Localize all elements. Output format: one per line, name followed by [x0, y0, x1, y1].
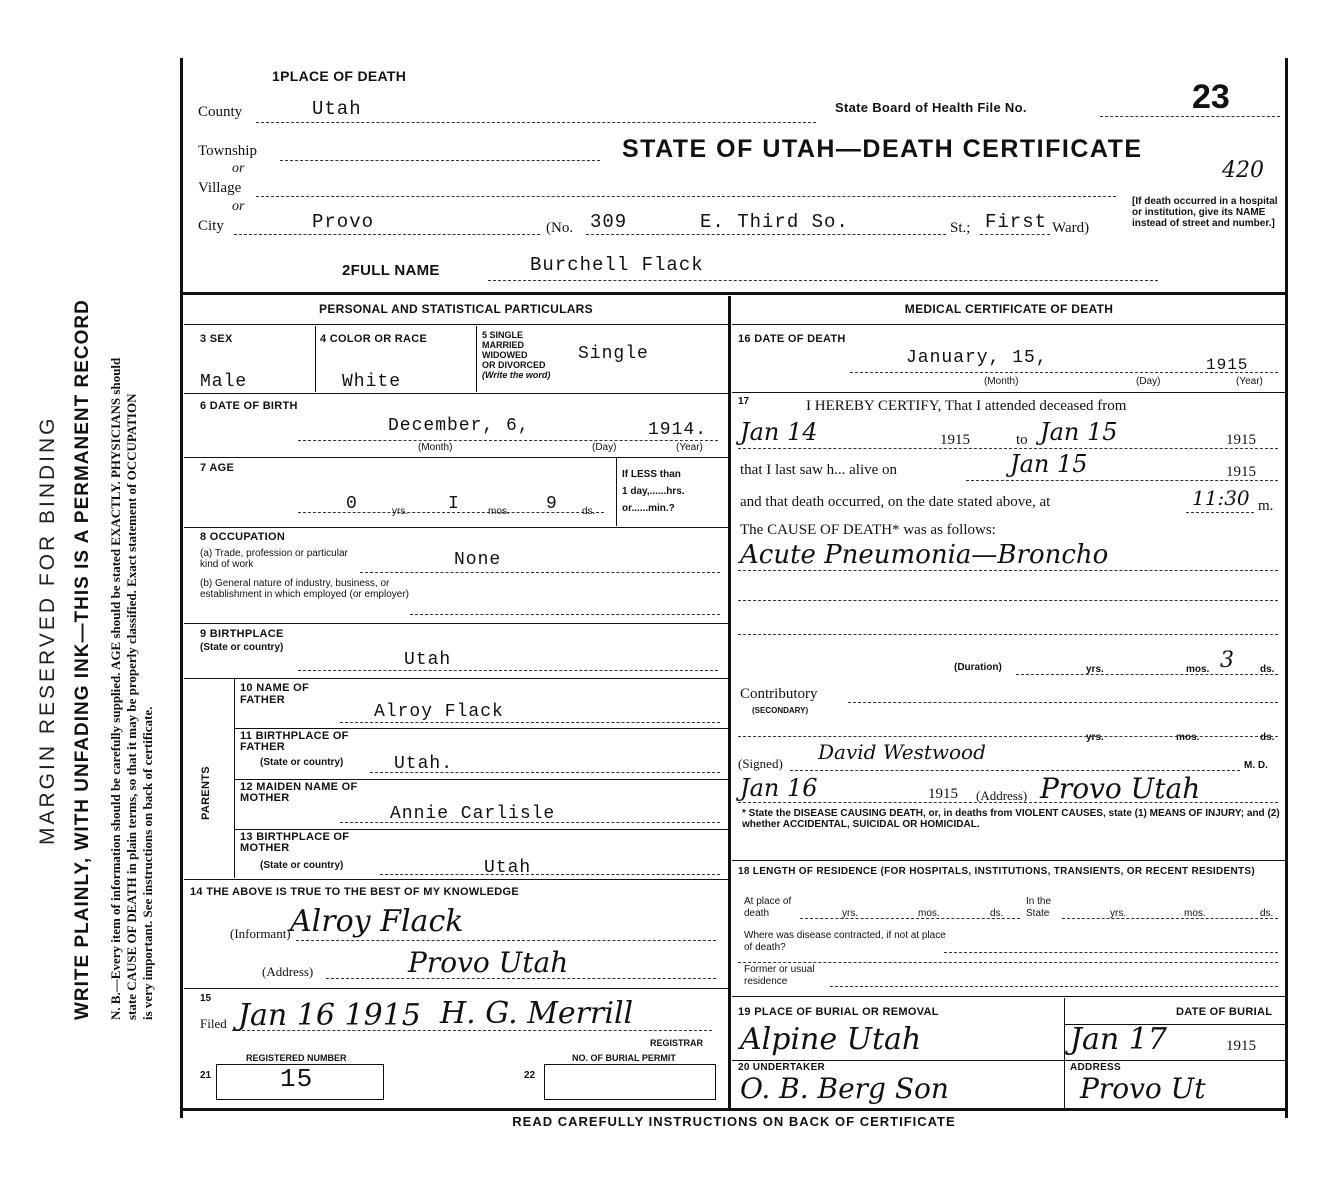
state-yrs-unit: yrs.: [1110, 908, 1127, 919]
sex-label: 3 SEX: [200, 333, 233, 345]
age-ds-unit: ds.: [582, 506, 596, 517]
dod-label: 16 DATE OF DEATH: [738, 333, 846, 345]
full-name-label: 2FULL NAME: [342, 262, 440, 279]
dob-month-caption: (Month): [418, 442, 453, 453]
field-21: 21: [200, 1070, 212, 1081]
full-name-value: Burchell Flack: [530, 254, 704, 276]
residence-ds-unit: ds.: [990, 908, 1004, 919]
state-mos-unit: mos.: [1184, 908, 1206, 919]
marital-label: 5 SINGLE MARRIED WIDOWED OR DIVORCED (Write the word): [482, 330, 551, 380]
certify-number: 17: [738, 396, 750, 407]
residence-label: 18 LENGTH OF RESIDENCE (FOR HOSPITALS, INSTITUTIONS, TRANSIENTS, OR RECENT RESIDENTS): [738, 866, 1256, 877]
st-label: St.;: [950, 220, 971, 236]
margin-note-3: is very important. See instructions on back of certificate.: [140, 706, 155, 1020]
personal-section-title: PERSONAL AND STATISTICAL PARTICULARS: [319, 302, 593, 316]
true-statement-label: 14 THE ABOVE IS TRUE TO THE BEST OF MY KNOWLEDGE: [190, 886, 519, 898]
dod-value: January, 15,: [906, 348, 1048, 368]
father-birthplace-value: Utah.: [394, 754, 454, 774]
duration-ds-unit: ds.: [1260, 664, 1275, 675]
dod-year: 1915: [1206, 356, 1249, 374]
attended-from: Jan 14: [740, 418, 818, 446]
sex-value: Male: [200, 372, 248, 392]
dod-month-caption: (Month): [984, 376, 1019, 387]
header-divider: [180, 292, 1288, 295]
burial-year: 1915: [1226, 1038, 1256, 1054]
filed-label: Filed: [200, 1016, 227, 1031]
last-saw-date: Jan 15: [1010, 450, 1088, 478]
burial-date-value: Jan 17: [1070, 1022, 1167, 1057]
signed-date: Jan 16: [740, 774, 818, 802]
county-label: County: [198, 104, 243, 120]
burial-date-label: DATE OF BURIAL: [1176, 1006, 1273, 1018]
last-saw-label: that I last saw h... alive on: [740, 462, 898, 478]
dob-year-caption: (Year): [676, 442, 703, 453]
marital-value: Single: [578, 344, 649, 364]
attended-from-year: 1915: [940, 432, 970, 448]
race-label: 4 COLOR OR RACE: [320, 333, 428, 345]
mother-label: 12 MAIDEN NAME OF MOTHER: [240, 781, 358, 804]
dob-day-caption: (Day): [592, 442, 617, 453]
dob-label: 6 DATE OF BIRTH: [200, 400, 298, 412]
informant-address-label: (Address): [262, 964, 314, 979]
place-of-death-label: 1PLACE OF DEATH: [272, 68, 407, 84]
duration-months: 3: [1220, 648, 1234, 673]
occupation-a-label: (a) Trade, profession or particular kind of work: [200, 548, 348, 570]
physician-signature: David Westwood: [818, 740, 986, 764]
filed-date: Jan 16 1915: [238, 998, 421, 1033]
registered-number-value: 15: [280, 1064, 314, 1094]
margin-note-1: N. B.—Every item of information should be carefully supplied. AGE should be stated EXACTLY. PHYSICIANS should: [108, 357, 123, 1020]
less-than-note: If LESS than 1 day,......hrs. or......min.?: [622, 469, 685, 514]
dod-day-caption: (Day): [1136, 376, 1161, 387]
burial-place-value: Alpine Utah: [740, 1022, 922, 1057]
occupation-label: 8 OCCUPATION: [200, 531, 286, 543]
death-occurred-label: and that death occurred, on the date stated above, at: [740, 494, 1051, 510]
age-days: 9: [546, 494, 558, 514]
no-label: (No.: [546, 220, 574, 236]
medical-section-title: MEDICAL CERTIFICATE OF DEATH: [904, 302, 1114, 316]
mother-birthplace-label: 13 BIRTHPLACE OF MOTHER: [240, 831, 350, 854]
attended-to: Jan 15: [1040, 418, 1118, 446]
informant-signature: Alroy Flack: [290, 904, 464, 939]
filed-number: 15: [200, 993, 212, 1004]
cause-footnote: * State the DISEASE CAUSING DEATH, or, in deaths from VIOLENT CAUSES, state (1) MEANS OF INJURY; and (2) whether ACCIDENTAL, SUICIDAL OR HOMICIDAL.: [742, 808, 1280, 830]
undertaker-address-value: Provo Ut: [1080, 1072, 1206, 1105]
certify-text: I HEREBY CERTIFY, That I attended deceased from: [806, 398, 1127, 414]
burial-place-label: 19 PLACE OF BURIAL OR REMOVAL: [738, 1006, 939, 1018]
margin-note-2: state CAUSE OF DEATH in plain terms, so that it may be properly classified. Exact statement of OCCUPATION: [124, 393, 139, 1020]
mother-bp-caption: (State or country): [260, 860, 344, 871]
dod-year-caption: (Year): [1236, 376, 1263, 387]
to-label: to: [1016, 432, 1028, 448]
age-months: I: [448, 494, 460, 514]
dob-value: December, 6,: [388, 416, 530, 436]
city-value: Provo: [312, 211, 375, 233]
last-saw-year: 1915: [1226, 464, 1256, 480]
birthplace-caption: (State or country): [200, 642, 284, 653]
residence-yrs-unit: yrs.: [842, 908, 859, 919]
file-no-value: 23: [1192, 78, 1230, 116]
extra-number: 420: [1222, 158, 1264, 183]
parents-label: PARENTS: [200, 766, 212, 820]
age-years: 0: [346, 494, 358, 514]
attended-to-year: 1915: [1226, 432, 1256, 448]
md-label: M. D.: [1244, 760, 1268, 771]
undertaker-value: O. B. Berg Son: [740, 1072, 949, 1105]
occupation-b-label: (b) General nature of industry, business, or establishment in which employed (or employer): [200, 578, 409, 600]
registrar-label: REGISTRAR: [650, 1038, 704, 1048]
age-yrs-unit: yrs.: [392, 506, 409, 517]
certificate-title: STATE OF UTAH—DEATH CERTIFICATE: [622, 135, 1143, 163]
file-no-label: State Board of Health File No.: [835, 100, 1027, 115]
cause-label: The CAUSE OF DEATH* was as follows:: [740, 522, 996, 538]
time-suffix: m.: [1258, 498, 1274, 514]
burial-permit-label: NO. OF BURIAL PERMIT: [572, 1053, 676, 1063]
frame-bottom: [180, 1108, 1288, 1111]
ward-label: Ward): [1052, 220, 1090, 236]
informant-label: (Informant): [230, 926, 291, 941]
former-residence-label: Former or usual residence: [744, 964, 815, 987]
at-place-label: At place of death: [744, 896, 792, 919]
mother-birthplace-value: Utah: [484, 858, 532, 878]
birthplace-label: 9 BIRTHPLACE: [200, 628, 284, 640]
registered-number-label: REGISTERED NUMBER: [246, 1053, 347, 1063]
residence-mos-unit: mos.: [918, 908, 940, 919]
county-value: Utah: [312, 98, 362, 120]
contributory-label: Contributory: [740, 686, 818, 702]
duration-label: (Duration): [954, 662, 1002, 673]
hospital-note: [If death occurred in a hospital or institution, give its NAME instead of street and number.]: [1132, 196, 1278, 229]
permanent-record-text: WRITE PLAINLY, WITH UNFADING INK—THIS IS A PERMANENT RECORD: [72, 299, 93, 1020]
where-contracted-label: Where was disease contracted, if not at place of death?: [744, 930, 946, 953]
or-2: or: [232, 199, 245, 214]
secondary-caption: (SECONDARY): [752, 706, 809, 715]
father-value: Alroy Flack: [374, 702, 504, 722]
in-state-label: In the State: [1026, 896, 1052, 919]
frame-left: [180, 58, 183, 1118]
father-label: 10 NAME OF FATHER: [240, 682, 310, 706]
undertaker-address-label: ADDRESS: [1070, 1062, 1121, 1073]
signed-address: Provo Utah: [1040, 772, 1201, 805]
race-value: White: [342, 372, 402, 392]
burial-permit-box: [544, 1064, 716, 1100]
footer-instructions: READ CAREFULLY INSTRUCTIONS ON BACK OF CERTIFICATE: [512, 1114, 956, 1129]
or-1: or: [232, 161, 245, 176]
mother-value: Annie Carlisle: [390, 804, 556, 824]
contrib-mos-unit: mos.: [1176, 732, 1200, 743]
state-ds-unit: ds.: [1260, 908, 1274, 919]
father-birthplace-label: 11 BIRTHPLACE OF FATHER: [240, 730, 349, 753]
signed-year: 1915: [928, 786, 958, 802]
duration-mos-unit: mos.: [1186, 664, 1210, 675]
column-divider: [728, 296, 731, 1108]
frame-right: [1285, 58, 1288, 1118]
ward-value: First: [985, 211, 1048, 233]
contrib-ds-unit: ds.: [1260, 732, 1275, 743]
informant-address: Provo Utah: [408, 946, 569, 979]
father-bp-caption: (State or country): [260, 757, 344, 768]
signed-address-label: (Address): [976, 788, 1028, 803]
binding-margin-text: MARGIN RESERVED FOR BINDING: [36, 415, 59, 845]
street-name: E. Third So.: [700, 211, 849, 233]
field-22: 22: [524, 1070, 536, 1081]
street-number: 309: [590, 211, 628, 233]
undertaker-label: 20 UNDERTAKER: [738, 1062, 826, 1073]
age-mos-unit: mos.: [488, 506, 510, 517]
duration-yrs-unit: yrs.: [1086, 664, 1104, 675]
registrar-signature: H. G. Merrill: [440, 996, 634, 1031]
cause-value: Acute Pneumonia—Broncho: [740, 540, 1109, 570]
contrib-yrs-unit: yrs.: [1086, 732, 1104, 743]
birthplace-value: Utah: [404, 650, 452, 670]
death-time: 11:30: [1192, 486, 1250, 510]
city-label: City: [198, 218, 224, 234]
township-label: Township: [198, 143, 257, 159]
occupation-value: None: [454, 550, 502, 570]
dob-year: 1914.: [648, 420, 708, 440]
village-label: Village: [198, 180, 242, 196]
age-label: 7 AGE: [200, 462, 235, 474]
signed-label: (Signed): [738, 756, 783, 771]
